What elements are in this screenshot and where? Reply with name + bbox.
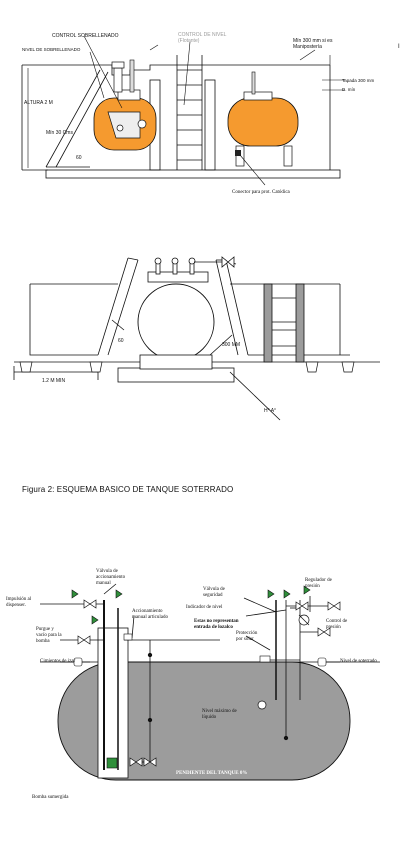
label-purgue-3: bomba [36, 639, 50, 644]
label-tapada: Tapada 300 mm [342, 78, 375, 83]
label-conector: Conector para prot. Catódica [232, 190, 290, 195]
label-nivel-soterrado: Nivel de soterrado [340, 659, 377, 664]
label-angle-60: 60 [76, 155, 82, 161]
label-valvula-accionamiento-3: manual [96, 581, 111, 586]
label-min-300-2: Manipostería [293, 44, 322, 50]
label-angle-60-b: 60 [118, 338, 124, 344]
label-valvula-accionamiento-1: Válvula de [96, 569, 118, 574]
label-altura: ALTURA 2 M [24, 100, 53, 106]
label-control-nivel: CONTROL DE NIVEL [178, 32, 227, 38]
label-accionamiento-articulado-1: Accionamiento [132, 609, 163, 614]
label-nivel-maximo-2: líquido [202, 715, 217, 720]
label-regulador-2: presión [305, 584, 320, 589]
label-estas-no-2: entrada de lozalco [194, 625, 233, 630]
label-purgue-1: Purgue y [36, 627, 54, 632]
tank-right-orange [228, 98, 298, 146]
label-min12: 1.2 M MIN [42, 378, 66, 384]
label-proteccion-1: Protección [236, 631, 258, 636]
figure-caption: Figura 2: ESQUEMA BASICO DE TANQUE SOTERRADO [22, 485, 234, 494]
label-bomba: Bomba sumergida [32, 795, 69, 800]
label-valvula-seguridad-1: Válvula de [203, 587, 225, 592]
label-pendiente: PENDIENTE DEL TANQUE 0% [176, 771, 248, 776]
svg-text:I: I [398, 44, 400, 50]
label-min-300-1: Mín 300 mm si es [293, 38, 333, 44]
label-nivel-maximo-1: Nivel máximo de [202, 709, 237, 714]
label-valvula-seguridad-2: seguridad [203, 593, 223, 598]
label-control-presion-2: presión [326, 625, 341, 630]
label-valvula-accionamiento-2: accionamiento [96, 575, 126, 580]
label-regulador-1: Regulador de [305, 578, 332, 583]
label-estas-no-1: Estas no representan [194, 619, 239, 624]
label-accionamiento-articulado-2: manual articulado [132, 615, 168, 620]
label-300mm: 300 MM [222, 342, 241, 348]
label-ha: H° A° [264, 408, 277, 414]
label-tapada-min: D. mín [342, 87, 356, 92]
label-control-nivel-sub: (Flotante) [178, 38, 200, 44]
label-indicador-nivel: Indicador de nivel [186, 605, 223, 610]
label-cimientos: Cimientos de izar [40, 659, 76, 664]
ladder-cross [264, 284, 304, 362]
label-control-sobrellenado: CONTROL SOBRELLENADO [52, 33, 119, 39]
tank-cross-circle [138, 284, 214, 360]
label-impulsion-2: dispenser. [6, 603, 26, 608]
label-control-presion-1: Control de [326, 619, 348, 624]
label-purgue-2: vacío para la [36, 633, 62, 638]
label-min30: Mín 30 Cms [46, 130, 73, 136]
label-impulsion-1: Impulsión al [6, 597, 32, 602]
label-nivel-sobrellenado: NIVEL DE SOBRELLENADO [22, 47, 81, 52]
label-proteccion-2: por solar [236, 637, 254, 642]
